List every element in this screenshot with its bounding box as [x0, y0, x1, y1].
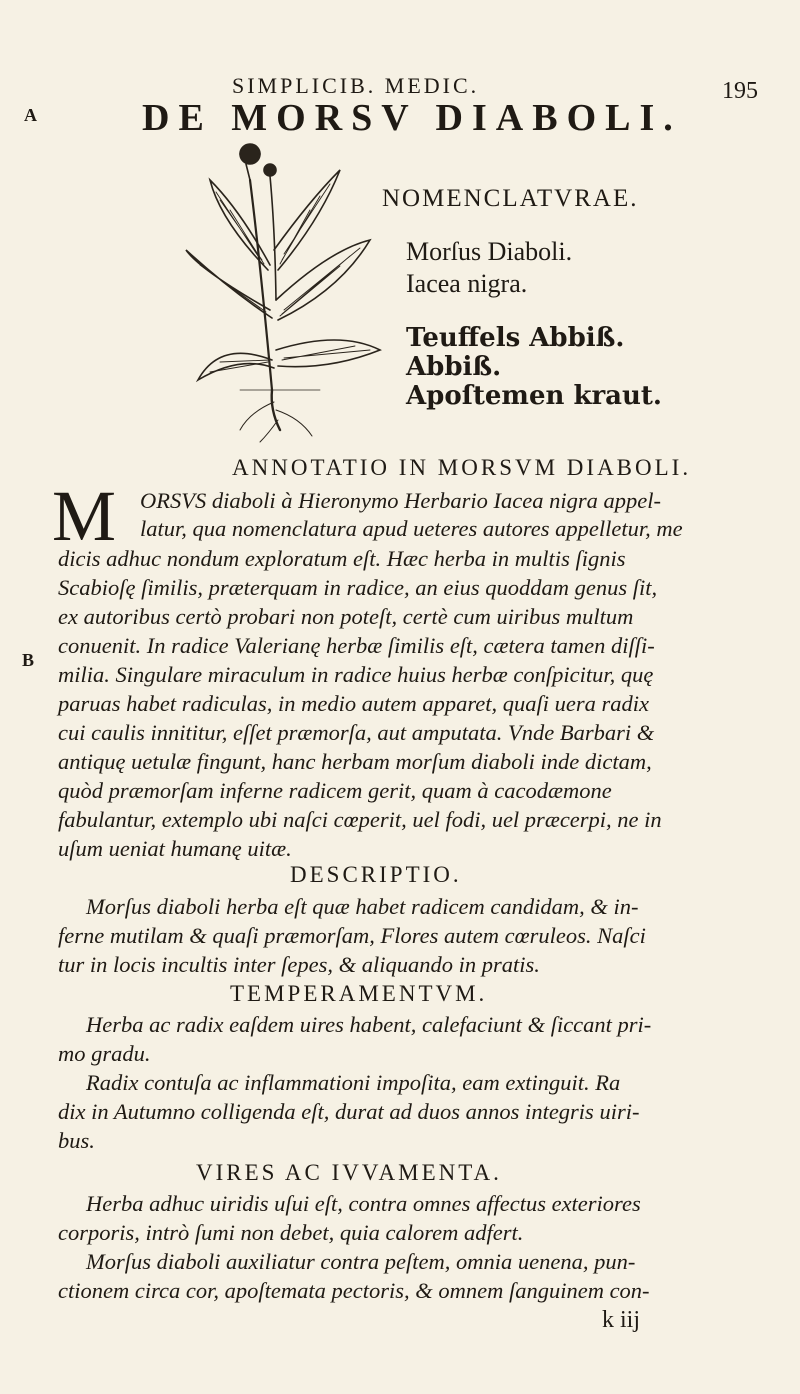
text-line: quòd præmorſam inferne radicem gerit, quam à cacodæmone: [58, 778, 612, 803]
margin-letter-b: B: [22, 650, 35, 670]
temperamentum-heading: TEMPERAMENTVM.: [230, 981, 488, 1006]
drop-cap: M: [52, 476, 117, 556]
text-line: milia. Singulare miraculum in radice huius herbæ conſpicitur, quę: [58, 662, 654, 687]
text-line: uſum ueniat humanę uitæ.: [58, 836, 292, 861]
margin-letter-a: A: [24, 105, 37, 125]
text-line: corporis, intrò ſumi non debet, quia calorem adfert.: [58, 1220, 524, 1245]
text-line: ex autoribus certò probari non poteſt, certè cum uiribus multum: [58, 604, 634, 629]
text-line: ORSVS diaboli à Hieronymo Herbario Iacea nigra appel-: [140, 488, 661, 513]
text-line: Herba ac radix eaſdem uires habent, calefaciunt & ſiccant pri-: [86, 1012, 652, 1037]
text-line: Herba adhuc uiridis uſui eſt, contra omnes affectus exteriores: [86, 1191, 641, 1216]
text-line: cui caulis innititur, eſſet præmorſa, aut amputata. Vnde Barbari &: [58, 720, 655, 745]
text-line: latur, qua nomenclatura apud ueteres autores appelletur, me: [140, 516, 683, 541]
text-line: antiquę uetulæ fingunt, hanc herbam morſum diaboli inde dictam,: [58, 749, 652, 774]
text-line: dicis adhuc nondum exploratum eſt. Hæc herba in multis ſignis: [58, 546, 626, 571]
text-line: Scabioſę ſimilis, præterquam in radice, an eius quoddam genus ſit,: [58, 575, 658, 600]
text-line: conuenit. In radice Valerianę herbæ ſimilis eſt, cætera tamen diſſi-: [58, 633, 655, 658]
woodcut-plant-illustration: [180, 140, 390, 445]
text-line: tur in locis incultis inter ſepes, & aliquando in pratis.: [58, 952, 540, 977]
text-line: Radix contuſa ac inflammationi impoſita, eam extinguit. Ra: [86, 1070, 621, 1095]
text-line: paruas habet radiculas, in medio autem apparet, quaſi uera radix: [58, 691, 649, 716]
text-line: ferne mutilam & quaſi præmorſam, Flores autem cœruleos. Naſci: [58, 923, 646, 948]
latin-name: Iacea nigra.: [406, 269, 528, 298]
text-line: fabulantur, extemplo ubi naſci cœperit, uel fodi, uel præcerpi, ne in: [58, 807, 662, 832]
text-line: ctionem circa cor, apoſtemata pectoris, & omnem ſanguinem con-: [58, 1278, 650, 1303]
page-number: 195: [722, 78, 758, 104]
text-line: mo gradu.: [58, 1041, 151, 1066]
vires-heading: VIRES AC IVVAMENTA.: [196, 1160, 502, 1185]
nomenclature-heading: NOMENCLATVRAE.: [382, 185, 639, 212]
signature-mark: k iij: [602, 1307, 641, 1333]
latin-name: Morſus Diaboli.: [406, 237, 573, 266]
annotation-heading: ANNOTATIO IN MORSVM DIABOLI.: [232, 455, 692, 480]
text-line: Morſus diaboli auxiliatur contra peſtem, omnia uenena, pun-: [86, 1249, 636, 1274]
text-line: dix in Autumno colligenda eſt, durat ad duos annos integris uiri-: [58, 1099, 640, 1124]
german-name: Teuffels Abbiß.: [406, 323, 625, 353]
descriptio-heading: DESCRIPTIO.: [290, 862, 462, 887]
german-name: Abbiß.: [406, 352, 502, 382]
german-name: Apoſtemen kraut.: [406, 381, 662, 411]
page-title: DE MORSV DIABOLI.: [142, 97, 682, 139]
text-line: Morſus diaboli herba eſt quæ habet radicem candidam, & in-: [86, 894, 639, 919]
text-line: bus.: [58, 1128, 95, 1153]
running-head: SIMPLICIB. MEDIC.: [232, 73, 480, 98]
flower-head-icon: [240, 144, 260, 180]
